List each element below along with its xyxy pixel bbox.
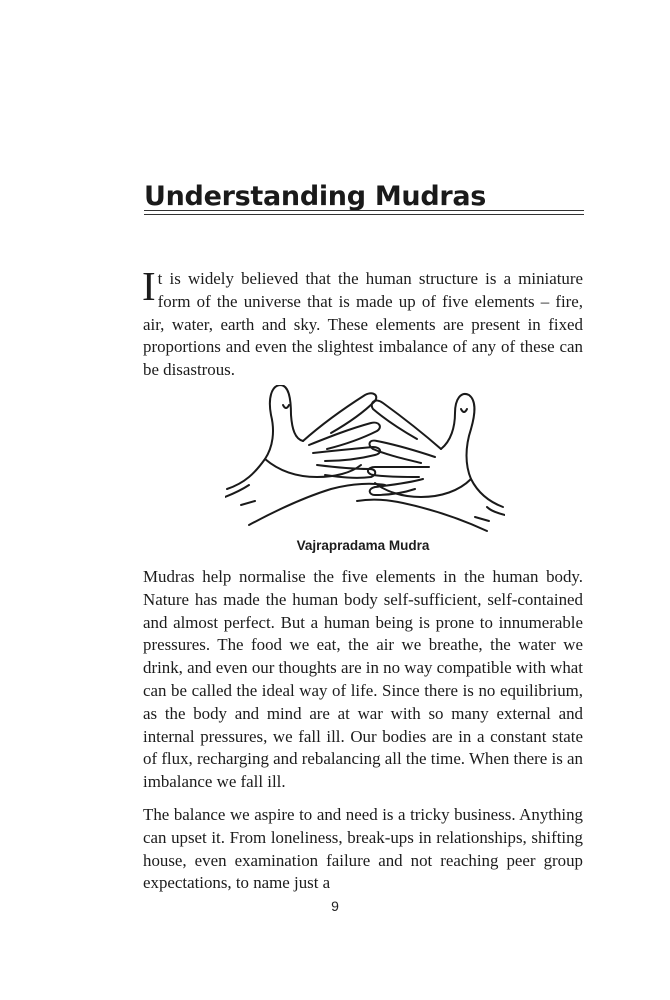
body-paragraph: The balance we aspire to and need is a tricky business. Anything can upset it. From loneliness, break-ups in relationships, shifting house, even examination failure and not reaching peer group expectations, to name just a bbox=[143, 805, 583, 893]
body-paragraph: Mudras help normalise the five elements in the human body. Nature has made the human body self-sufficient, self-contained and almost perfect. But a human being is prone to innumerable pressures. The food we eat, the air we breathe, the water we drink, and even our thoughts are in no way compatible with what can be called the ideal way of life. Since there is no equilibrium, as the body and mind are at war with so many external and internal pressures, we fall ill. Our bodies are in a constant state of flux, recharging and rebalancing all the time. When there is an imbalance we fall ill. bbox=[143, 567, 583, 792]
page-number: 9 bbox=[331, 898, 339, 914]
chapter-title: Understanding Mudras bbox=[144, 181, 487, 212]
drop-cap: I bbox=[142, 263, 156, 309]
title-underline-top bbox=[144, 210, 584, 211]
figure-caption: Vajrapradama Mudra bbox=[296, 538, 430, 553]
intro-text: t is widely believed that the human structure is a miniature form of the universe that is made up of five elements – fire, air, water, earth and sky. These elements are present in fixed proportions and even the slightest imbalance of any of these can be disastrous. bbox=[143, 269, 583, 380]
chapter-heading bbox=[144, 180, 584, 214]
title-underline-bottom bbox=[144, 214, 584, 215]
interlocked-hands-illustration bbox=[225, 385, 505, 535]
intro-paragraph bbox=[142, 263, 583, 382]
